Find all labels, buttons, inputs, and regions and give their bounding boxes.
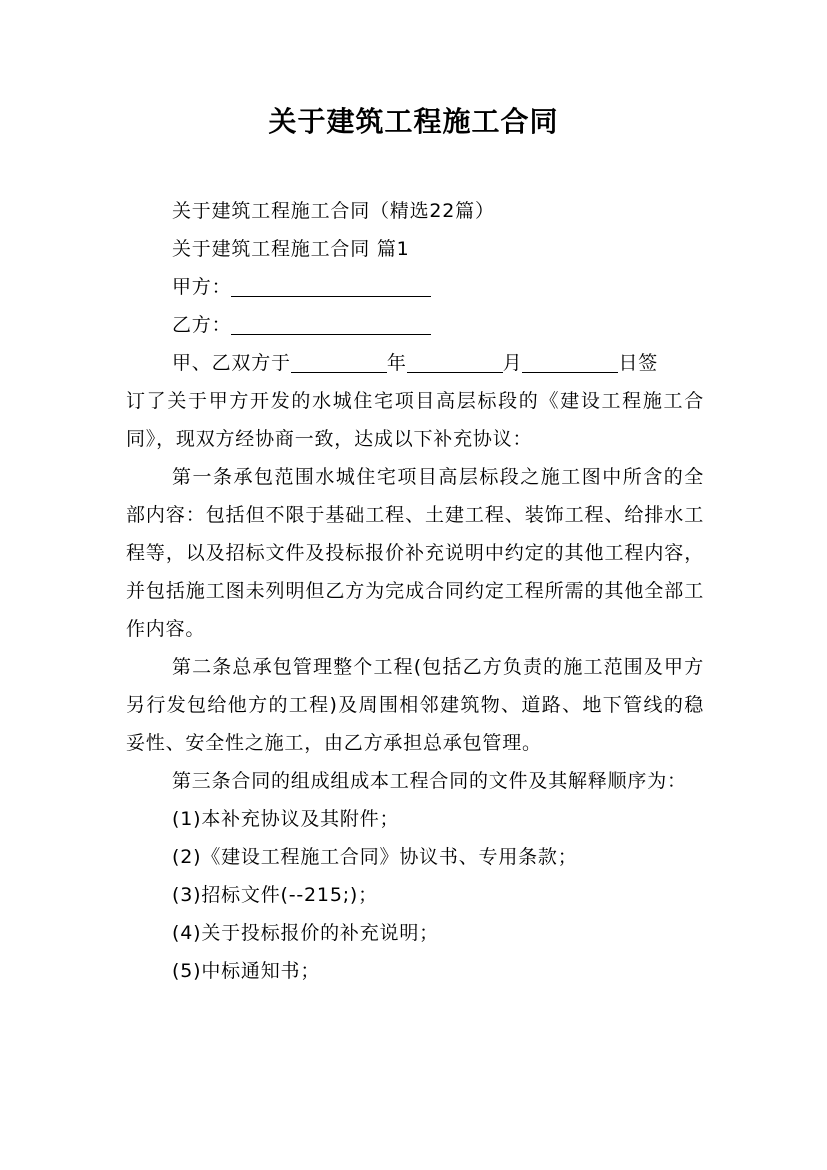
party-b-blank	[231, 312, 431, 335]
list-item: (4)关于投标报价的补充说明；	[172, 922, 439, 944]
party-b-label: 乙方：	[172, 314, 232, 336]
party-a-label: 甲方：	[172, 276, 232, 298]
party-b-line	[126, 306, 704, 344]
intro-paragraph: 订了关于甲方开发的水城住宅项目高层标段的《建设工程施工合同》，现双方经协商一致，达成以下补充协议：	[126, 390, 704, 450]
subtitle: 关于建筑工程施工合同（精选22篇）	[172, 200, 495, 222]
month-label: 月	[502, 352, 523, 374]
document-body	[126, 192, 704, 990]
article-1: 第一条承包范围水城住宅项目高层标段之施工图中所含的全部内容：包括但不限于基础工程、土建工程、装饰工程、给排水工程等，以及招标文件及投标报价补充说明中约定的其他工程内容，并包括施工图未列明但乙方为完成合同约定工程所需的其他全部工作内容。	[126, 466, 704, 640]
list-item: (2)《建设工程施工合同》协议书、专用条款；	[172, 846, 578, 868]
list-item: (1)本补充协议及其附件；	[172, 808, 400, 830]
day-sign: 日签	[618, 352, 659, 374]
day-blank	[522, 350, 618, 373]
article-3: 第三条合同的组成组成本工程合同的文件及其解释顺序为：	[172, 770, 687, 792]
year-blank	[291, 350, 387, 373]
party-a-blank	[231, 274, 431, 297]
list-item: (5)中标通知书；	[172, 960, 321, 982]
section-heading: 关于建筑工程施工合同 篇1	[172, 238, 410, 260]
date-prefix: 甲、乙双方于	[172, 352, 291, 374]
document-title: 关于建筑工程施工合同	[268, 105, 559, 138]
month-blank	[407, 350, 503, 373]
list-item: (3)招标文件(--215;)；	[172, 884, 378, 906]
party-a-line	[126, 268, 704, 306]
signing-date-line	[126, 344, 704, 382]
article-2: 第二条总承包管理整个工程(包括乙方负责的施工范围及甲方另行发包给他方的工程)及周围相邻建筑物、道路、地下管线的稳妥性、安全性之施工，由乙方承担总承包管理。	[126, 656, 704, 754]
year-label: 年	[386, 352, 407, 374]
